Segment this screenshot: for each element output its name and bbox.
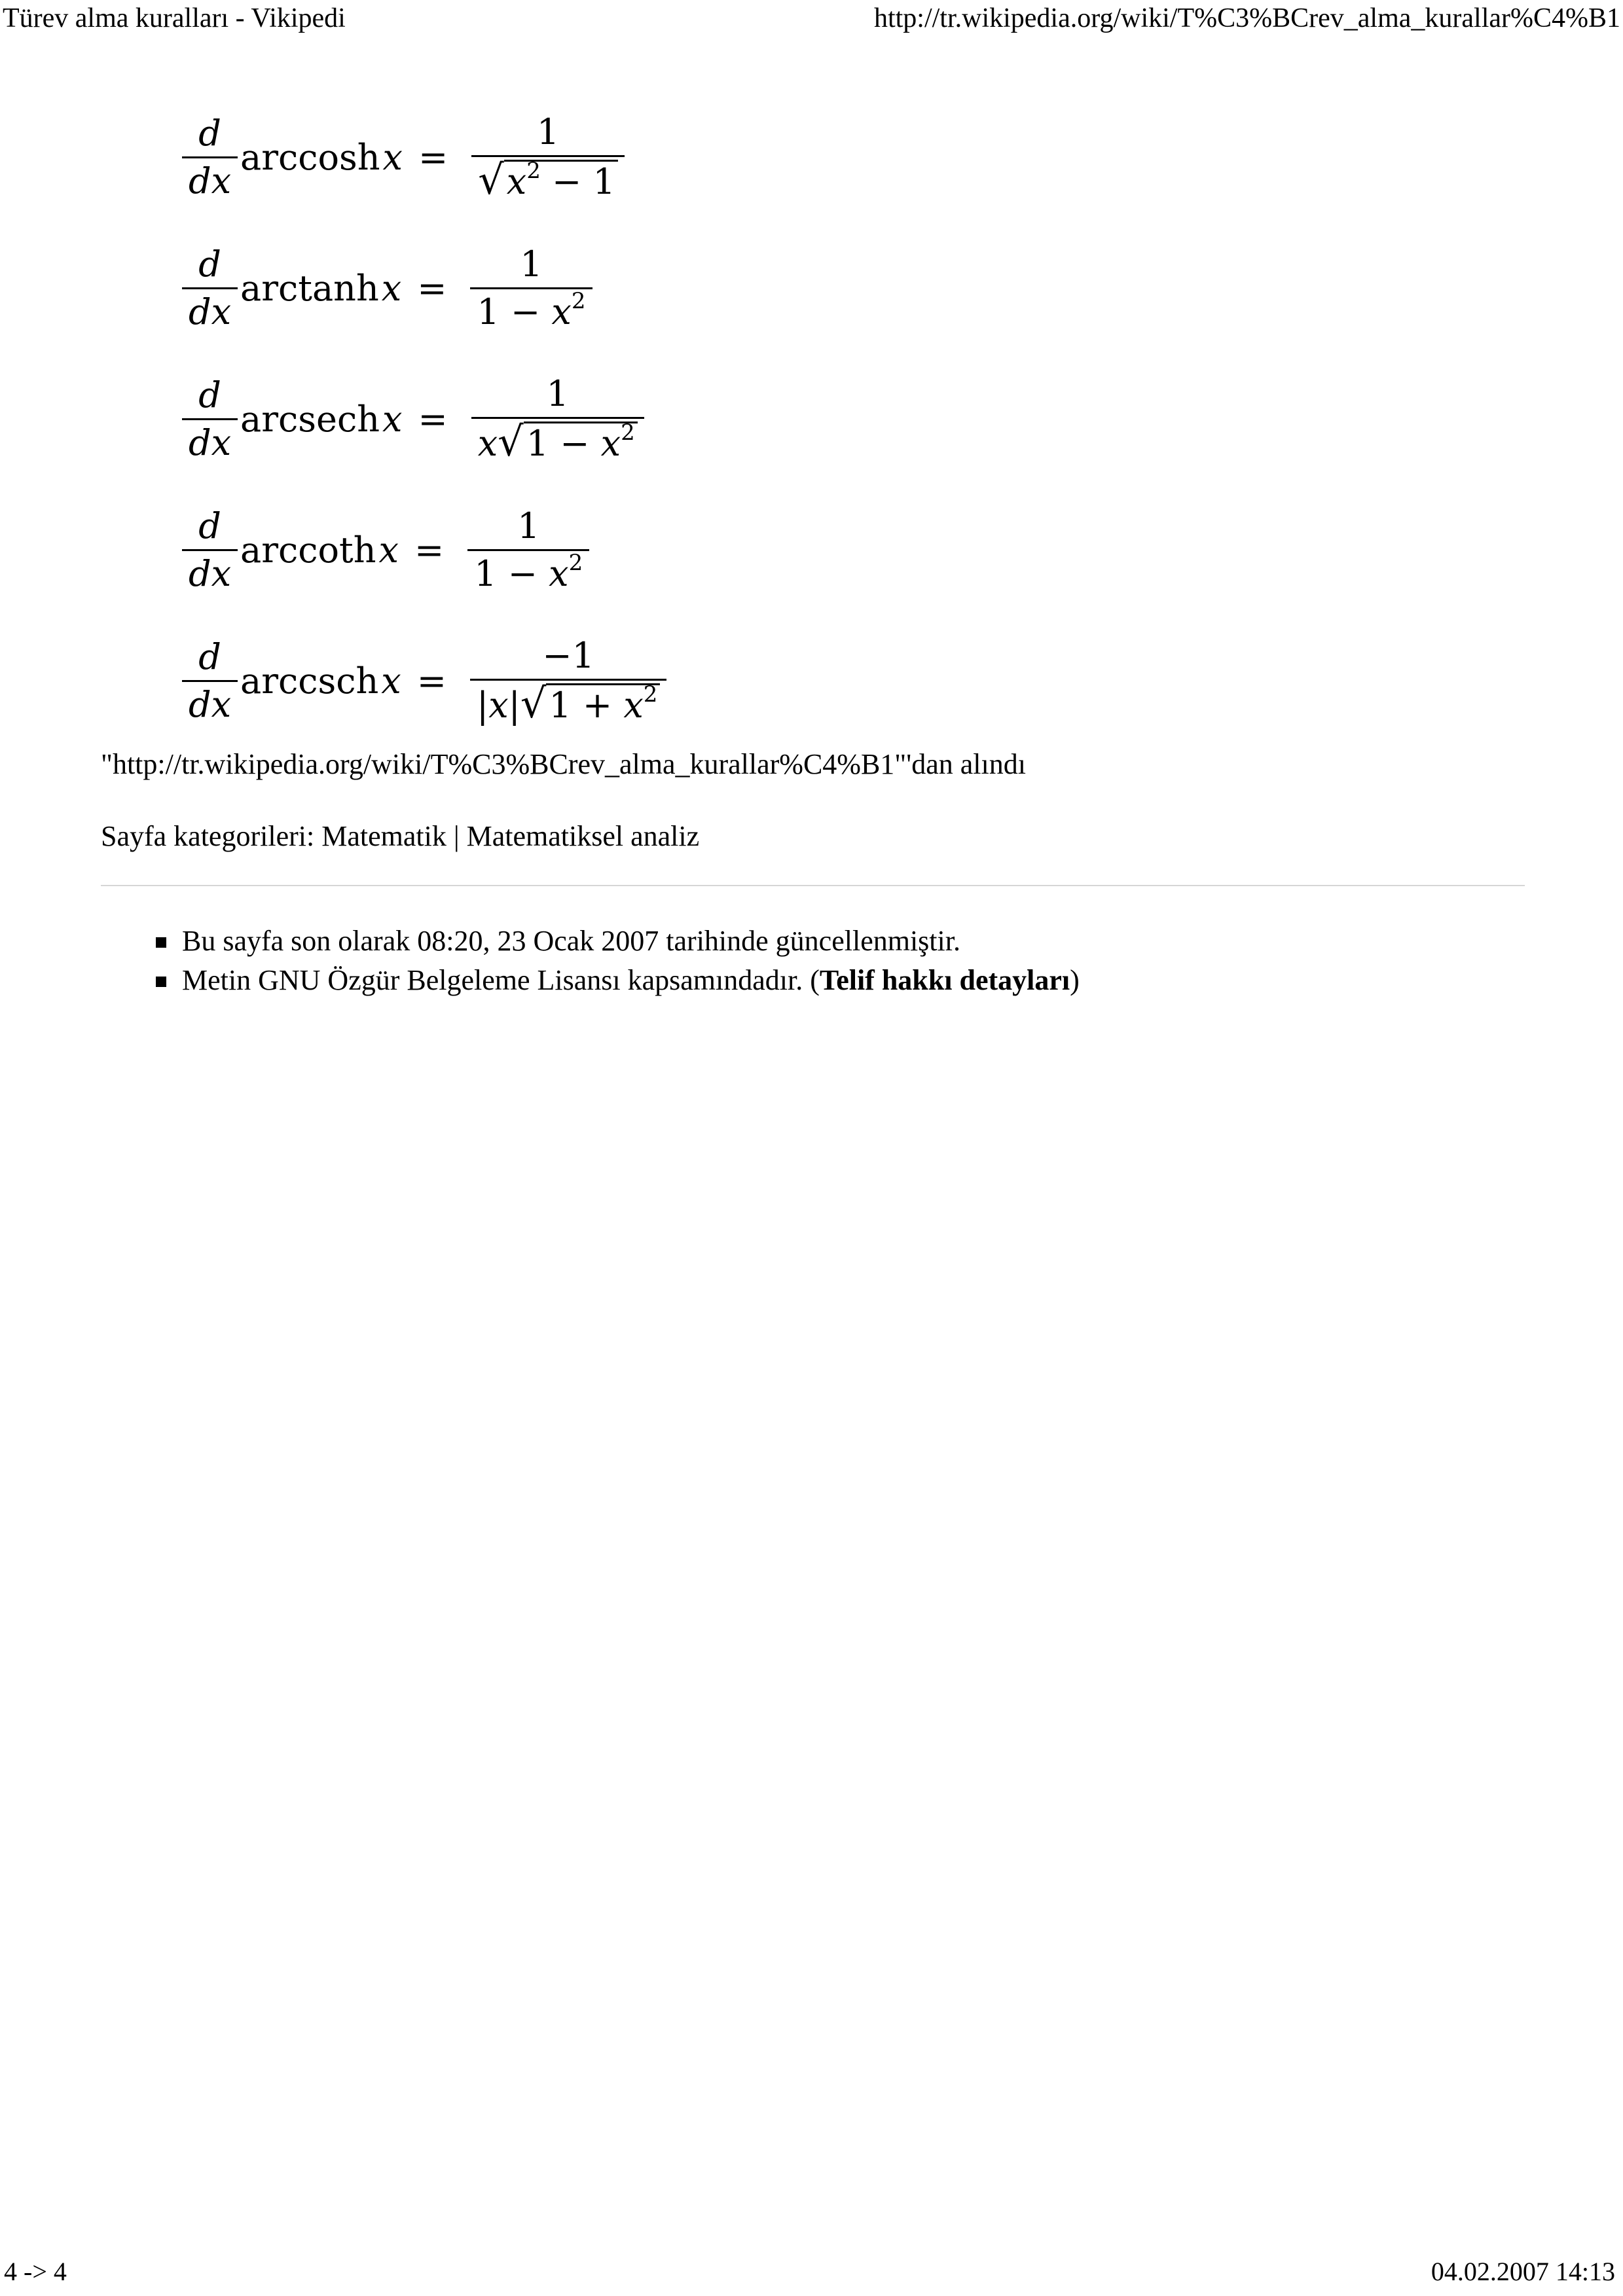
derivative-operator	[182, 113, 238, 202]
function-name: arctanh	[240, 267, 379, 309]
square-bullet-icon	[156, 977, 166, 987]
formula-arccoth	[182, 484, 666, 615]
sqrt-icon: √	[520, 679, 547, 727]
formula-arccsch	[182, 615, 666, 746]
result-fraction	[467, 506, 589, 594]
denominator-text: 1 −	[474, 552, 549, 594]
sqrt-variable: x	[623, 685, 644, 726]
function-name: arcsech	[240, 398, 380, 440]
category-link-matematik[interactable]: Matematik	[321, 820, 447, 852]
exponent: 2	[526, 158, 541, 184]
exponent: 2	[568, 549, 583, 576]
result-denominator	[470, 287, 592, 332]
sqrt-variable: x	[600, 423, 621, 464]
operator-denominator: dx	[182, 287, 238, 332]
derivative-operator	[182, 506, 238, 594]
sqrt-expression	[520, 679, 661, 727]
denominator-variable: x	[549, 552, 569, 594]
function-name: arccoth	[240, 529, 376, 571]
license-text-close: )	[1070, 964, 1080, 996]
category-prefix: Sayfa kategorileri:	[101, 820, 322, 852]
denominator-variable: x	[551, 291, 572, 332]
sqrt-text: 1 +	[549, 685, 624, 726]
result-numerator: 1	[546, 373, 569, 414]
exponent: 2	[571, 287, 586, 314]
function-variable: x	[378, 529, 399, 571]
derivative-operator	[182, 637, 238, 725]
source-line: "http://tr.wikipedia.org/wiki/T%C3%BCrev_alma_kurallar%C4%B1"'dan alındı	[101, 748, 1026, 780]
list-item	[152, 961, 1080, 1000]
copyright-details-link[interactable]: Telif hakkı detayları	[819, 964, 1070, 996]
last-modified-text: Bu sayfa son olarak 08:20, 23 Ocak 2007 tarihinde güncellenmiştir.	[182, 925, 960, 957]
category-line	[101, 818, 699, 855]
operator-numerator: d	[198, 374, 221, 416]
result-numerator: 1	[520, 243, 543, 285]
sqrt-expression	[498, 418, 638, 465]
function-variable: x	[382, 136, 403, 178]
equals-sign: =	[417, 267, 447, 309]
sqrt-expression	[478, 156, 618, 204]
abs-close: |	[508, 685, 520, 726]
formula-list	[182, 92, 666, 746]
print-datetime: 04.02.2007 14:13	[1431, 2257, 1615, 2286]
abs-open: |	[476, 685, 489, 726]
operator-numerator: d	[198, 505, 221, 547]
function-variable: x	[381, 267, 402, 309]
abs-variable: x	[488, 685, 509, 726]
denominator-prefix-variable: x	[477, 423, 498, 464]
exponent: 2	[621, 420, 635, 446]
license-text: Metin GNU Özgür Belgeleme Lisansı kapsamındadır. (	[182, 964, 820, 996]
sqrt-icon: √	[478, 156, 504, 204]
sqrt-text: 1 −	[526, 423, 601, 464]
operator-numerator: d	[198, 112, 221, 154]
equals-sign: =	[414, 529, 445, 571]
operator-denominator: dx	[182, 680, 238, 725]
page-title: Türev alma kuralları - Vikipedi	[3, 3, 346, 33]
equals-sign: =	[418, 136, 448, 178]
function-name: arccosh	[240, 136, 380, 178]
sqrt-icon: √	[498, 418, 524, 465]
formula-arccosh	[182, 92, 666, 223]
exponent: 2	[643, 681, 658, 708]
operator-denominator: dx	[182, 156, 238, 202]
result-numerator: 1	[517, 505, 540, 547]
equals-sign: =	[418, 398, 448, 440]
category-separator: |	[446, 820, 467, 852]
result-fraction	[470, 244, 592, 332]
derivative-operator	[182, 375, 238, 463]
function-name: arccsch	[240, 660, 379, 702]
result-fraction	[471, 374, 644, 464]
formula-arctanh	[182, 223, 666, 353]
result-denominator	[467, 549, 589, 594]
square-bullet-icon	[156, 937, 166, 948]
page-info-list	[152, 922, 1080, 1000]
denominator-text: 1 −	[477, 291, 552, 332]
page-number: 4 -> 4	[4, 2257, 67, 2286]
result-denominator	[471, 417, 644, 464]
divider	[101, 885, 1525, 886]
formula-arcsech	[182, 353, 666, 484]
category-link-matematiksel-analiz[interactable]: Matematiksel analiz	[466, 820, 700, 852]
result-denominator	[470, 679, 666, 726]
result-fraction	[471, 112, 625, 202]
result-numerator: 1	[536, 111, 560, 152]
sqrt-variable: x	[506, 161, 527, 202]
equals-sign: =	[416, 660, 447, 702]
derivative-operator	[182, 244, 238, 332]
page-url: http://tr.wikipedia.org/wiki/T%C3%BCrev_alma_kurallar%C4%B1	[873, 3, 1620, 33]
operator-numerator: d	[198, 636, 221, 677]
sqrt-remainder: − 1	[540, 161, 615, 202]
list-item	[152, 922, 1080, 961]
result-denominator	[471, 155, 625, 202]
operator-denominator: dx	[182, 418, 238, 463]
operator-numerator: d	[198, 243, 221, 285]
result-fraction	[470, 636, 666, 726]
function-variable: x	[382, 398, 403, 440]
operator-denominator: dx	[182, 549, 238, 594]
function-variable: x	[381, 660, 401, 702]
result-numerator: −1	[542, 635, 594, 676]
